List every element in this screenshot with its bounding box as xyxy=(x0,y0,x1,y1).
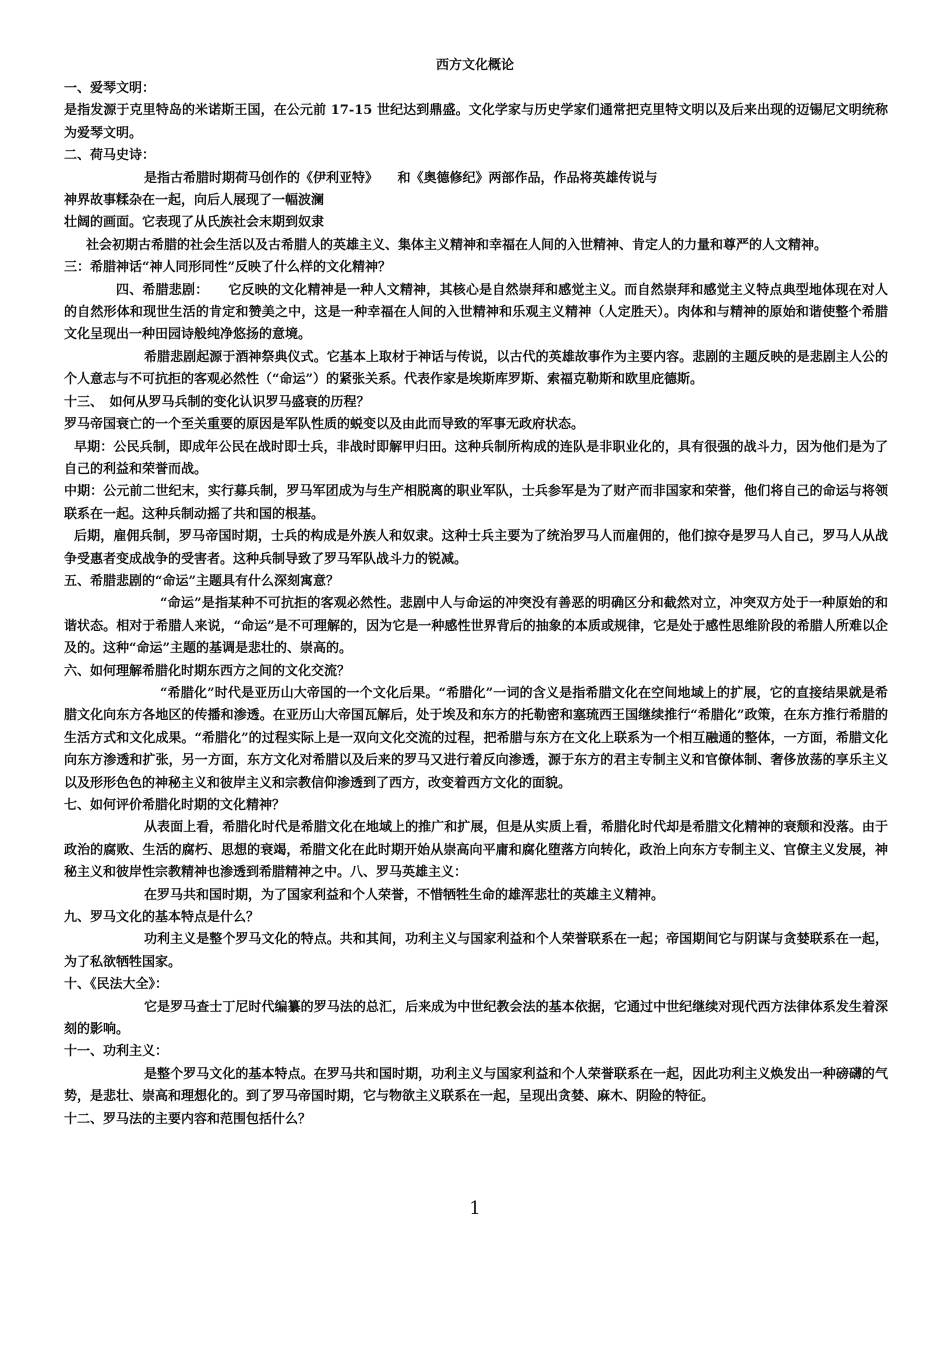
section-heading-roman-army: 十三、 如何从罗马兵制的变化认识罗马盛衰的历程？ xyxy=(64,394,370,410)
section-heading-fate: 五、希腊悲剧的“命运”主题具有什么深刻寓意？ xyxy=(64,573,339,589)
section-heading-roman-law: 十二、罗马法的主要内容和范围包括什么？ xyxy=(64,1111,312,1127)
section-body-roman-culture: 功利主义是整个罗马文化的特点。共和其间，功利主义与国家利益和个人荣誉联系在一起；帝国期间它与阴谋与贪婪联系在一起，为了私欲牺牲国家。 xyxy=(64,932,888,970)
section-body-homer-line4: 社会初期古希腊的社会生活以及古希腊人的英雄主义、集体主义精神和幸福在人间的入世精神、肯定人的力量和尊严的人文精神。 xyxy=(86,237,828,253)
section-body-greek-tragedy-1: 四、希腊悲剧： 它反映的文化精神是一种人文精神，其核心是自然崇拜和感觉主义。而自然崇拜和感觉主义特点典型地体现在对人的自然形体和现世生活的肯定和赞美之中，这是一种幸福在人间的入世精神和乐观主义精神（人定胜天）。肉体和与精神的原始和谐使整个希腊文化呈现出一种田园诗般纯净悠扬的意境。 xyxy=(64,282,888,343)
section-heading-aegean: 一、爱琴文明： xyxy=(64,81,156,96)
section-body-roman-army-early: 早期：公民兵制，即成年公民在战时即士兵，非战时即解甲归田。这种兵制所构成的连队是非职业化的，具有很强的战斗力，因为他们是为了自己的利益和荣誉而战。 xyxy=(64,439,888,477)
section-body-homer-line2: 神界故事糅杂在一起，向后人展现了一幅波澜 xyxy=(64,193,325,209)
section-body-hellenistic-spirit: 从表面上看，希腊化时代是希腊文化在地域上的推广和扩展，但是从实质上看，希腊化时代却是希腊文化精神的衰颓和没落。由于政治的腐败、生活的腐朽、思想的衰竭，希腊文化在此时期开始从崇高向平庸和腐化堕落方向转化，政治上向东方专制主义、官僚主义发展，神秘主义和彼岸性宗教精神也渗透到希腊精神之中。八、罗马英雄主义： xyxy=(64,820,888,881)
section-body-homer-line1: 是指古希腊时期荷马创作的《伊利亚特》 和《奥德修纪》两部作品，作品将英雄传说与 xyxy=(144,170,658,186)
section-body-corpus-juris: 它是罗马查士丁尼时代编纂的罗马法的总汇，后来成为中世纪教会法的基本依据，它通过中世纪继续对现代西方法律体系发生着深刻的影响。 xyxy=(64,999,888,1038)
section-body-aegean: 是指发源于克里特岛的米诺斯王国，在公元前 17-15 世纪达到鼎盛。文化学家与历史学家们通常把克里特文明以及后来出现的迈锡尼文明统称为爱琴文明。 xyxy=(64,103,888,141)
section-heading-greek-myth: 三：希腊神话“神人同形同性”反映了什么样的文化精神？ xyxy=(64,260,391,276)
section-body-roman-army-middle: 中期：公元前二世纪末，实行募兵制，罗马军团成为与生产相脱离的职业军队，士兵参军是为了财产而非国家和荣誉，他们将自己的命运与将领联系在一起。这种兵制动摇了共和国的根基。 xyxy=(64,484,888,522)
section-body-greek-tragedy-2: 希腊悲剧起源于酒神祭典仪式。它基本上取材于神话与传说，以古代的英雄故事作为主要内容。悲剧的主题反映的是悲剧主人公的个人意志与不可抗拒的客观必然性（“命运”）的紧张关系。代表作家是埃斯库罗斯、索福克勒斯和欧里庇德斯。 xyxy=(64,349,888,388)
section-heading-homer: 二、荷马史诗： xyxy=(64,148,156,164)
section-heading-hellenistic-spirit: 七、如何评价希腊化时期的文化精神？ xyxy=(64,798,286,813)
section-body-roman-heroism: 在罗马共和国时期，为了国家利益和个人荣誉，不惜牺牲生命的雄浑悲壮的英雄主义精神。 xyxy=(144,887,665,903)
section-heading-utilitarianism: 十一、功利主义： xyxy=(64,1044,169,1060)
section-body-utilitarianism: 是整个罗马文化的基本特点。在罗马共和国时期，功利主义与国家利益和个人荣誉联系在一起，因此功利主义焕发出一种磅礴的气势，是悲壮、崇高和理想化的。到了罗马帝国时期，它与物欲主义联系在一起，呈现出贪婪、麻木、阴险的特征。 xyxy=(64,1066,888,1105)
section-body-roman-army-intro: 罗马帝国衰亡的一个至关重要的原因是军队性质的蜕变以及由此而导致的军事无政府状态。 xyxy=(64,417,585,433)
section-body-hellenistic-exchange: “希腊化”时代是亚历山大帝国的一个文化后果。“希腊化”一词的含义是指希腊文化在空间地域上的扩展，它的直接结果就是希腊文化向东方各地区的传播和渗透。在亚历山大帝国瓦解后，处于埃及和东方的托勒密和塞琉西王国继续推行“希腊化”政策，在东方推行希腊的生活方式和文化成果。“希腊化”的过程实际上是一双向文化交流的过程，把希腊与东方在文化上联系为一个相互融通的整体，一方面，希腊文化向东方渗透和扩张，另一方面，东方文化对希腊以及后来的罗马又进行着反向渗透，源于东方的君主专制主义和官僚体制、奢侈放荡的享乐主义以及形形色色的神秘主义和彼岸主义和宗教信仰渗透到了西方，改变着西方文化的面貌。 xyxy=(64,685,888,791)
document-title: 西方文化概论 xyxy=(435,58,514,73)
section-heading-corpus-juris: 十、《民法大全》： xyxy=(64,977,169,993)
section-body-roman-army-late: 后期，雇佣兵制，罗马帝国时期，士兵的构成是外族人和奴隶。这种士兵主要为了统治罗马人而雇佣的，他们掠夺是罗马人自己，罗马人从战争受惠者变成战争的受害者。这种兵制导致了罗马军队战斗力的锐减。 xyxy=(64,529,888,567)
section-heading-roman-culture: 九、罗马文化的基本特点是什么？ xyxy=(64,910,260,926)
page-number: 1 xyxy=(469,1198,481,1219)
section-body-homer-line3: 壮阔的画面。它表现了从氏族社会末期到奴隶 xyxy=(64,215,325,231)
section-body-fate: “命运”是指某种不可抗拒的客观必然性。悲剧中人与命运的冲突没有善恶的明确区分和截然对立，冲突双方处于一种原始的和谐状态。相对于希腊人来说，“命运”是不可理解的，因为它是一种感性世界背后的抽象的本质或规律，它是处于感性思维阶段的希腊人所难以企及的。这种“命运”主题的基调是悲壮的、崇高的。 xyxy=(64,596,888,657)
document-body xyxy=(64,78,888,1131)
section-heading-hellenistic-exchange: 六、如何理解希腊化时期东西方之间的文化交流？ xyxy=(64,663,351,679)
